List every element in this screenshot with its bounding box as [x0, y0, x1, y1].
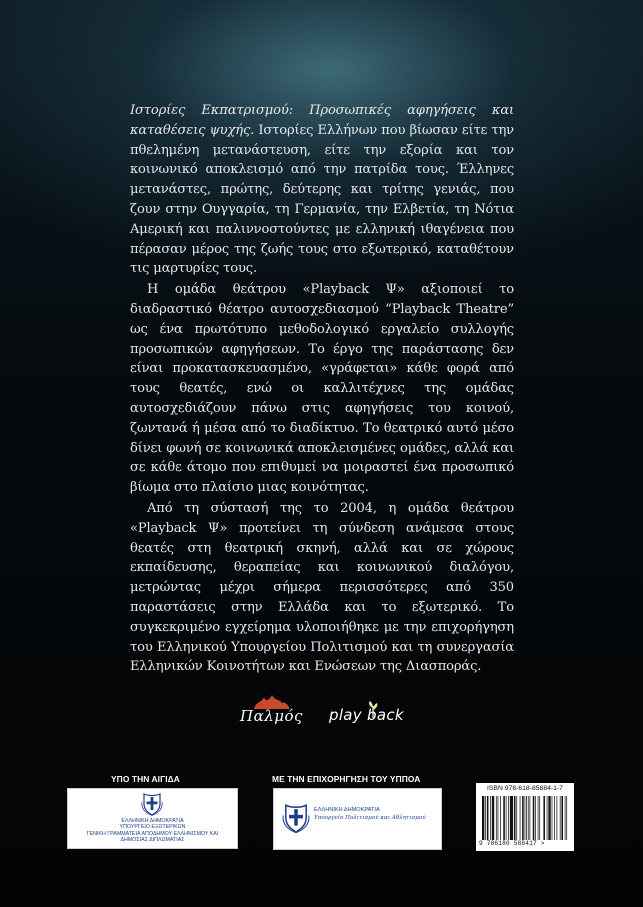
culture-ministry-logo-panel	[273, 788, 442, 850]
barcode-bar	[547, 796, 548, 840]
barcode-bar	[566, 796, 567, 840]
barcode-bar	[533, 796, 535, 840]
barcode-bar	[520, 796, 521, 840]
palmos-logo	[240, 693, 312, 737]
barcode-bar	[535, 796, 536, 840]
barcode-bar	[530, 796, 531, 840]
barcode-bar	[528, 796, 529, 840]
foreign-ministry-logo-panel	[67, 788, 238, 849]
ministry-line-2: ΥΠΟΥΡΓΕΙΟ ΕΞΩΤΕΡΙΚΩΝ	[119, 824, 186, 831]
barcode-bar	[498, 796, 499, 840]
culture-line-1: ΕΛΛΗΝΙΚΗ ΔΗΜΟΚΡΑΤΙΑ	[314, 807, 380, 813]
barcode-bar	[508, 796, 509, 840]
isbn-label: ISBN 978-618-85884-1-7	[487, 785, 563, 792]
barcode-bar	[485, 796, 486, 840]
blurb-paragraph-3: Από τη σύστασή της το 2004, η ομάδα θεάτρου «Playback Ψ» προτείνει τη σύνδεση ανάμεσα στους θεατές στη θεατρική σκηνή, αλλά και σε χώρους εκπαίδευσης, θεραπείας και κοινωνικού διαλόγου, μετρώντας μέχρι σήμερα περισσότερες από 350 παραστάσεις στην Ελλάδα και το εξωτερικό. Το συγκεκριμένο εγχείρημα υλοποιήθηκε με την επιχορήγηση του Ελληνικού Υπουργείου Πολιτισμού και τη συνεργασία Ελληνικών Κοινοτήτων και Ενώσεων της Διασποράς.	[130, 500, 514, 675]
blurb-text	[130, 101, 514, 678]
barcode-bar	[482, 796, 484, 840]
barcode-bar	[561, 796, 563, 840]
barcode-bar	[538, 796, 539, 840]
sponsorship-caption: ΜΕ ΤΗΝ ΕΠΙΧΟΡΗΓΗΣΗ ΤΟΥ ΥΠΠΟΑ	[272, 774, 421, 784]
barcode-bars	[482, 796, 568, 840]
palmos-logo-text: Παλμός	[240, 707, 303, 725]
barcode-bar	[500, 796, 501, 840]
barcode-bar	[503, 796, 505, 840]
barcode-bar	[552, 796, 553, 840]
blurb-title-italic: Ιστορίες Εκπατρισμού: Προσωπικές αφηγήσεις και καταθέσεις ψυχής.	[130, 103, 514, 138]
barcode-bar	[548, 796, 550, 840]
ministry-line-1: ΕΛΛΗΝΙΚΗ ΔΗΜΟΚΡΑΤΙΑ	[121, 818, 184, 824]
isbn-digits: 9 786180 588417 >	[479, 840, 545, 847]
ministry-line-4: ΔΗΜΟΣΙΑΣ ΔΙΠΛΩΜΑΤΙΑΣ	[120, 837, 185, 844]
barcode-bar	[539, 796, 540, 840]
barcode-bar	[514, 796, 516, 840]
barcode-bar	[496, 796, 497, 840]
barcode-bar	[522, 796, 524, 840]
barcode-bar	[487, 796, 489, 840]
barcode-bar	[565, 796, 566, 840]
barcode-bar	[543, 796, 545, 840]
barcode-bar	[560, 796, 561, 840]
foreign-ministry-text	[68, 818, 237, 844]
barcode-bar	[490, 796, 491, 840]
blurb-paragraph-1-text: Ιστορίες Ελλήνων που βίωσαν είτε την πθελημένη μετανάστευση, είτε την εξορία και τον κοινωνικό αποκλεισμό από την πατρίδα τους. Έλληνες μετανάστες, πρώτης, δεύτερης και τρίτης γενιάς, που ζουν στην Ουγγαρία, τη Γερμανία, την Ελβετία, τη Νότια Αμερική και παλιννοστούντες με ελληνική ιθαγένεια που πέρασαν μέρος της ζωής τους στο εξωτερικό, καταθέτουν τις μαρτυρίες τους.	[130, 122, 514, 277]
barcode-bar	[554, 796, 555, 840]
greek-coat-of-arms-icon	[141, 792, 163, 816]
barcode-bar	[526, 796, 527, 840]
greek-coat-of-arms-icon	[282, 802, 310, 834]
barcode-bar	[510, 796, 513, 840]
isbn-barcode	[476, 783, 574, 851]
culture-line-2: Υπουργείο Πολιτισμού και Αθλητισμού	[314, 815, 426, 821]
playback-logo	[329, 700, 419, 736]
barcode-bar	[557, 796, 558, 840]
ministry-line-3: ΓΕΝΙΚΗ ΓΡΑΜΜΑΤΕΙΑ ΑΠΟΔΗΜΟΥ ΕΛΛΗΝΙΣΜΟΥ ΚΑΙ	[86, 830, 219, 837]
aegis-caption: ΥΠΟ ΤΗΝ ΑΙΓΙΔΑ	[111, 774, 180, 784]
blurb-paragraph-1	[130, 101, 514, 279]
barcode-bar	[525, 796, 526, 840]
barcode-bar	[506, 796, 507, 840]
blurb-paragraph-2: Η ομάδα θεάτρου «Playback Ψ» αξιοποιεί το διαδραστικό θέατρο αυτοσχεδιασμού “Playback Theatre” ως ένα πρωτότυπο μεθοδολογικό εργαλείο συλλογής προσωπικών αφηγήσεων. Το έργο της παράστασης δεν είναι προκατασκευασμένο, «γράφεται» κάθε φορά από τους θεατές, ενώ οι καλλιτέχνες της ομάδας αυτοσχεδιάζουν πάνω στις αφηγήσεις του κοινού, ζωντανά ή μέσα από το διαδίκτυο. Το θεατρικό αυτό μέσο δίνει φωνή σε κοινωνικά αποκλεισμένες ομάδες, αλλά και σε κάθε άτομο που επιθυμεί να μοιραστεί ένα προσωπικό βίωμα στο πλαίσιο μιας κοινότητας.	[130, 282, 514, 496]
playback-logo-text: play back	[329, 706, 404, 724]
culture-ministry-text	[314, 806, 426, 822]
barcode-bar	[492, 796, 494, 840]
barcode-bar	[516, 796, 517, 840]
